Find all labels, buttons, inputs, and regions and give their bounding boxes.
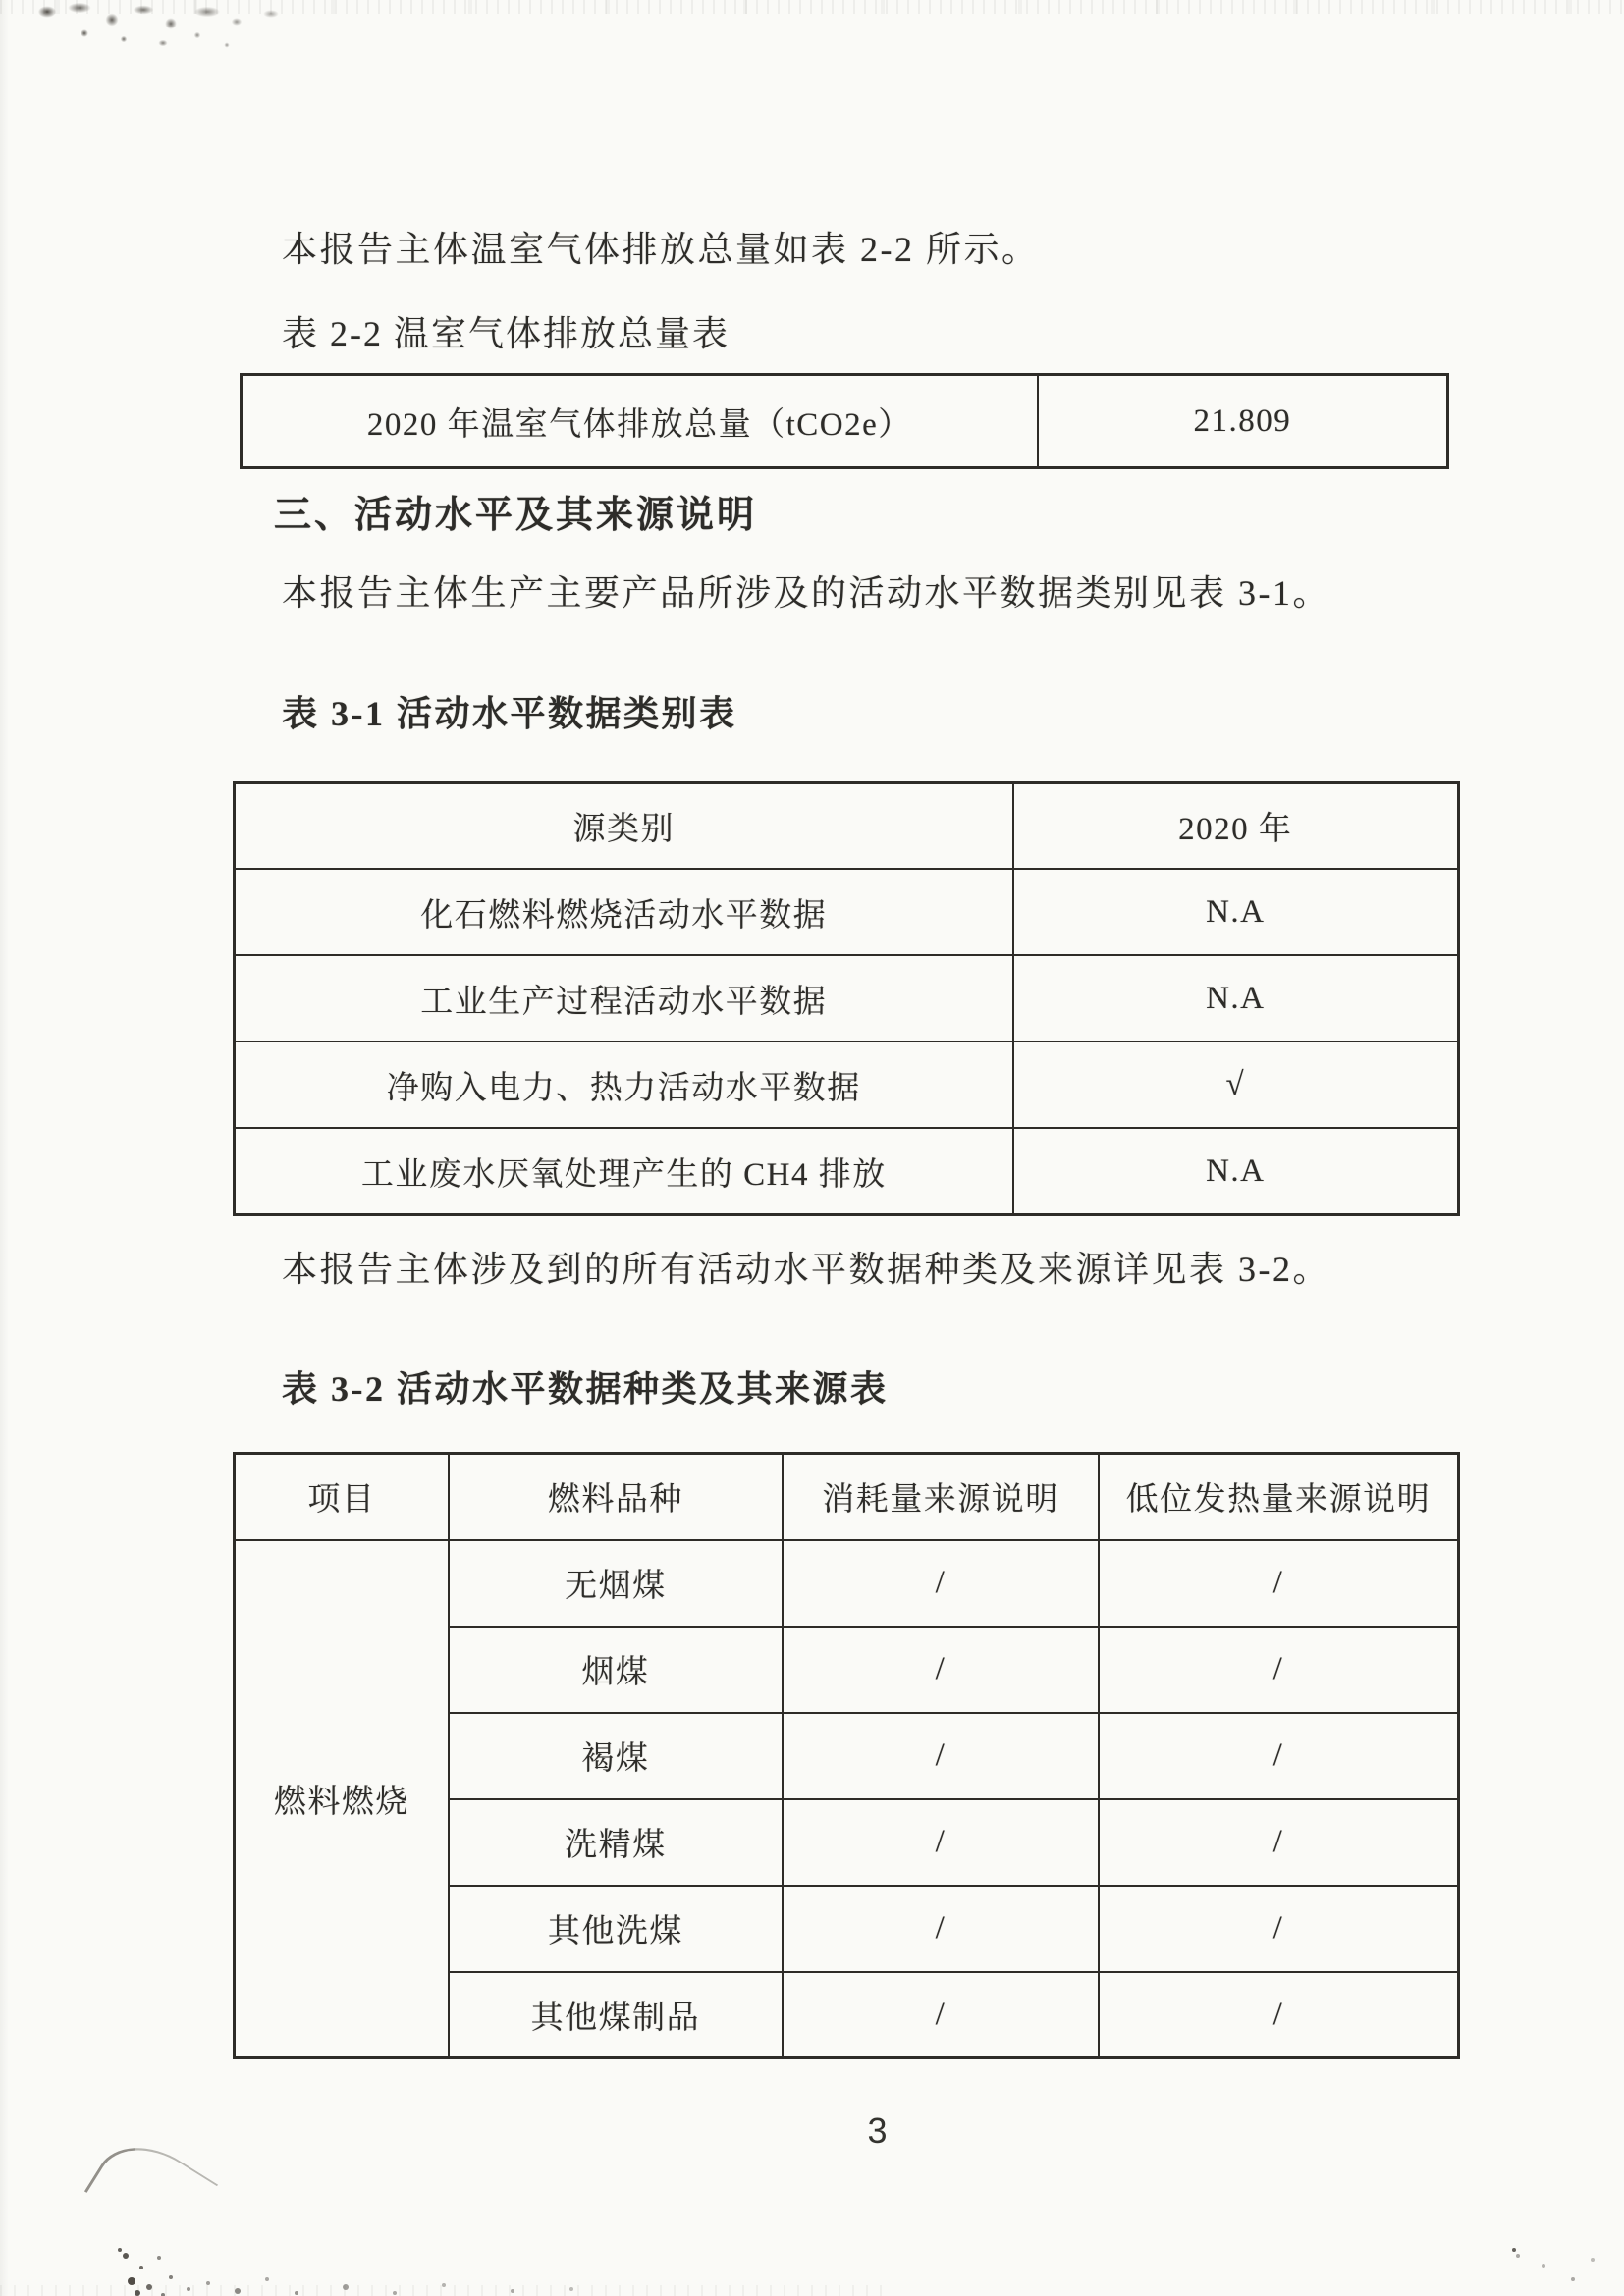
cell-heating-value-source: / (1099, 1540, 1459, 1627)
table-ghg-total (240, 373, 1449, 469)
cell-heating-value-source: / (1099, 1972, 1459, 2058)
cell-heating-value-source: / (1099, 1713, 1459, 1799)
table-activity-level-categories (233, 781, 1460, 1216)
scan-noise-bottom (0, 2285, 884, 2296)
paragraph-ghg-total-intro: 本报告主体温室气体排放总量如表 2-2 所示。 (282, 230, 1040, 269)
cell-consumption-source: / (783, 1972, 1099, 2058)
table-header-row (235, 782, 1459, 869)
cell-category: 工业废水厌氧处理产生的 CH4 排放 (235, 1128, 1013, 1214)
table-row (235, 1540, 1459, 1627)
cell-status: N.A (1013, 1128, 1459, 1214)
paragraph-activity-category-intro: 本报告主体生产主要产品所涉及的活动水平数据类别见表 3-1。 (282, 572, 1330, 613)
cell-consumption-source: / (783, 1799, 1099, 1886)
scan-edge-shadow (0, 0, 9, 2296)
cell-category: 工业生产过程活动水平数据 (235, 955, 1013, 1041)
table-row (235, 1128, 1459, 1214)
table-row (235, 1041, 1459, 1128)
page-number: 3 (867, 2110, 888, 2152)
table-3-1-caption: 表 3-1 活动水平数据类别表 (282, 694, 737, 734)
cell-fuel-type: 褐煤 (449, 1713, 783, 1799)
table-activity-data-sources (233, 1452, 1460, 2059)
cell-status: N.A (1013, 955, 1459, 1041)
cell-ghg-total-label: 2020 年温室气体排放总量（tCO2e） (242, 375, 1038, 468)
cell-ghg-total-value: 21.809 (1038, 375, 1448, 468)
section-heading-activity-level: 三、活动水平及其来源说明 (274, 495, 758, 537)
cell-heating-value-source: / (1099, 1799, 1459, 1886)
table-header-row (235, 1454, 1459, 1540)
table-row (235, 869, 1459, 955)
cell-consumption-source: / (783, 1713, 1099, 1799)
cell-consumption-source: / (783, 1540, 1099, 1627)
header-source-category: 源类别 (235, 782, 1013, 869)
table-row (242, 375, 1448, 468)
table-row (235, 955, 1459, 1041)
cell-consumption-source: / (783, 1627, 1099, 1713)
document-content (233, 0, 1463, 2152)
cell-status-checkmark: √ (1013, 1041, 1459, 1128)
table-3-2-caption: 表 3-2 活动水平数据种类及其来源表 (282, 1368, 889, 1409)
header-consumption-source: 消耗量来源说明 (783, 1454, 1099, 1540)
cell-status: N.A (1013, 869, 1459, 955)
cell-fuel-type: 洗精煤 (449, 1799, 783, 1886)
cell-consumption-source: / (783, 1886, 1099, 1972)
header-heating-value-source: 低位发热量来源说明 (1099, 1454, 1459, 1540)
header-fuel-type: 燃料品种 (449, 1454, 783, 1540)
cell-fuel-type: 无烟煤 (449, 1540, 783, 1627)
paragraph-activity-source-intro: 本报告主体涉及到的所有活动水平数据种类及来源详见表 3-2。 (282, 1249, 1330, 1289)
cell-category: 化石燃料燃烧活动水平数据 (235, 869, 1013, 955)
table-2-2-caption: 表 2-2 温室气体排放总量表 (282, 313, 730, 353)
cell-fuel-type: 烟煤 (449, 1627, 783, 1713)
cell-fuel-type: 其他洗煤 (449, 1886, 783, 1972)
cell-category: 净购入电力、热力活动水平数据 (235, 1041, 1013, 1128)
scan-speckles-bottom-right (1512, 2248, 1516, 2252)
header-item: 项目 (235, 1454, 449, 1540)
cell-group-fuel-combustion: 燃料燃烧 (235, 1540, 449, 2058)
header-year-2020: 2020 年 (1013, 782, 1459, 869)
cell-fuel-type: 其他煤制品 (449, 1972, 783, 2058)
cell-heating-value-source: / (1099, 1627, 1459, 1713)
cell-heating-value-source: / (1099, 1886, 1459, 1972)
scan-hair-mark (84, 2126, 218, 2249)
scan-speckles-bottom-left (118, 2248, 122, 2252)
